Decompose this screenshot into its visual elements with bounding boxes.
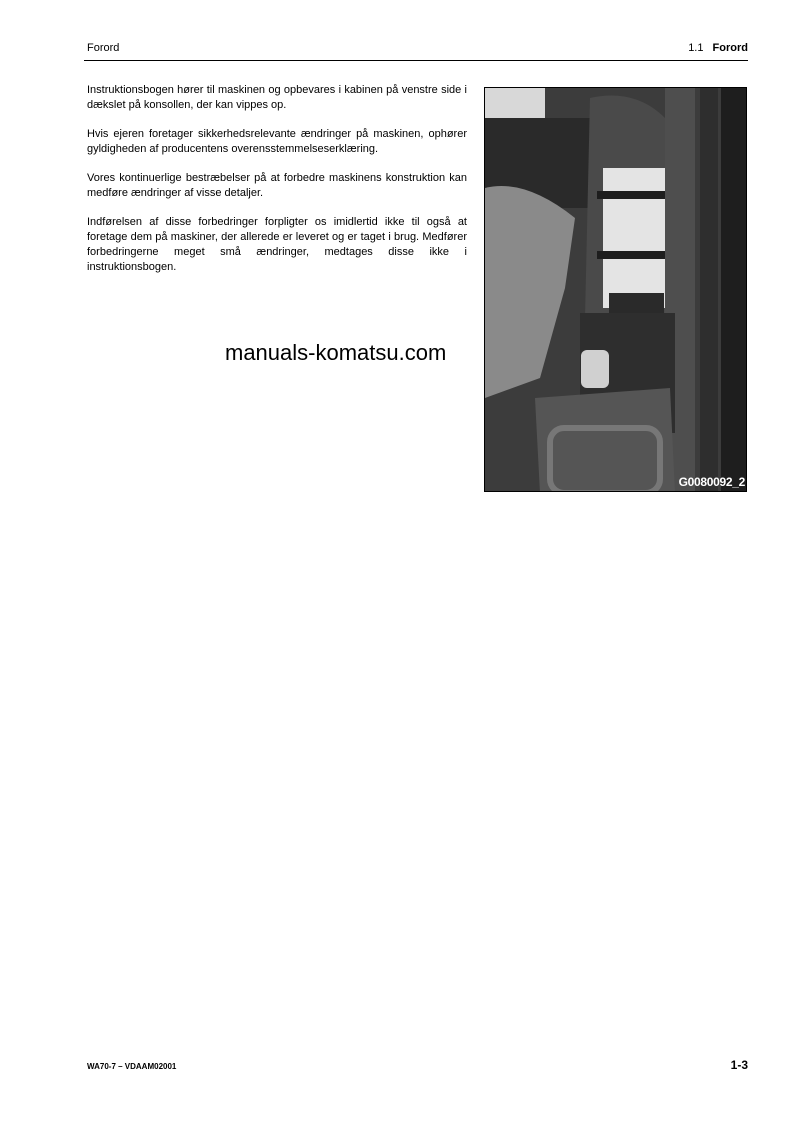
paragraph: Vores kontinuerlige bestræbelser på at forbedre maskinens konstruktion kan medføre ændringer af visse detaljer. xyxy=(87,172,467,199)
paragraph: Indførelsen af disse forbedringer forpligter os imidlertid ikke til også at foretage dem på maskiner, der allerede er leveret og er taget i brug. Medfører forbedringerne meget små ændringer, medtages disse ikke i instruktionsbogen. xyxy=(87,216,467,273)
section-title: Forord xyxy=(712,42,748,54)
paragraph: Hvis ejeren foretager sikkerhedsrelevante ændringer på maskinen, ophører gyldigheden af producentens overensstemmelseserklæring. xyxy=(87,128,467,155)
figure-label: G0080092_2 xyxy=(678,475,745,489)
paragraph: Instruktionsbogen hører til maskinen og opbevares i kabinen på venstre side i dækslet på konsollen, der kan vippes op. xyxy=(87,84,467,111)
page-number: 1-3 xyxy=(730,1058,748,1072)
cabin-console-photo xyxy=(484,87,747,492)
header-section xyxy=(688,42,748,54)
header-divider xyxy=(84,60,748,61)
section-number: 1.1 xyxy=(688,42,704,54)
footer-document-id: WA70-7 – VDAAM02001 xyxy=(87,1062,177,1071)
watermark: manuals-komatsu.com xyxy=(225,340,447,365)
header-chapter: Forord xyxy=(87,42,120,54)
body-text xyxy=(87,83,467,289)
photo-illustration xyxy=(485,88,747,492)
